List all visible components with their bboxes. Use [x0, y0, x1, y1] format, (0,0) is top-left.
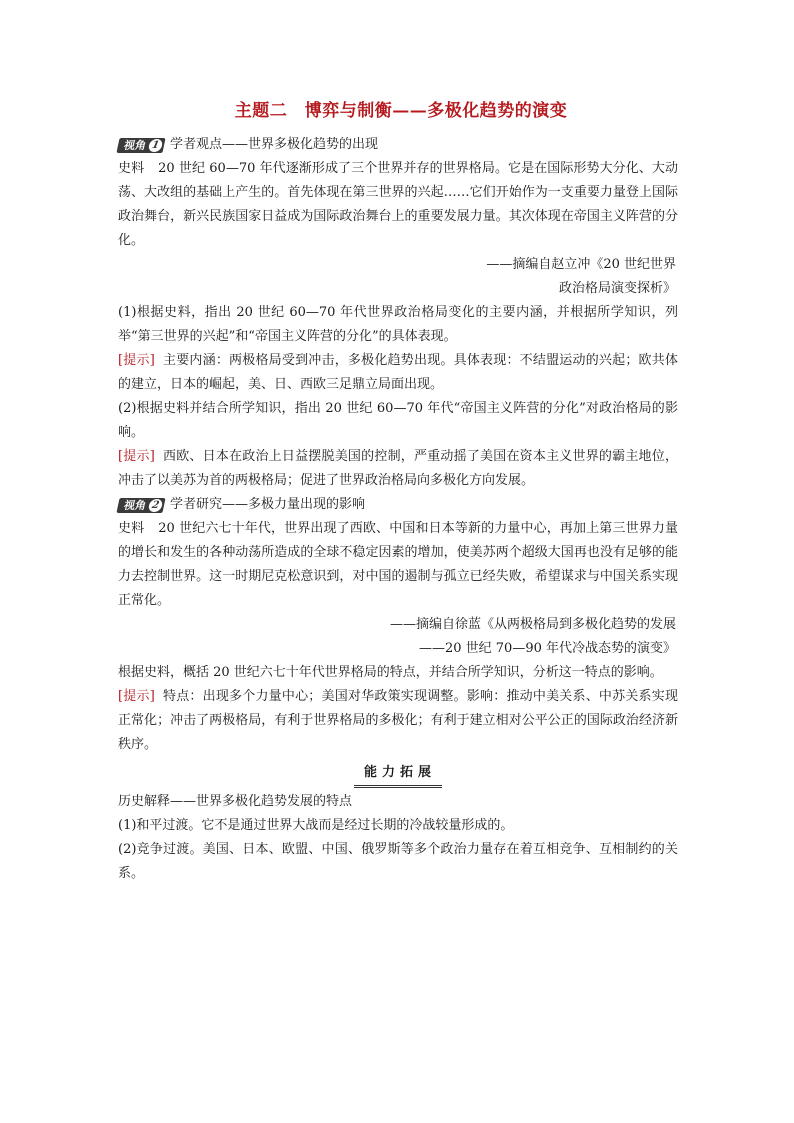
angle2-heading: 学者研究——多极力量出现的影响 [170, 497, 366, 512]
angle1-question2: (2)根据史料并结合所学知识，指出 20 世纪 60—70 年代“帝国主义阵营的分化”对政治格局的影响。 [118, 401, 678, 440]
angle2-material [118, 517, 678, 613]
angle2-badge [116, 498, 165, 513]
angle1-material-label: 史料 [118, 161, 145, 176]
extension-intro: 历史解释——世界多极化趋势发展的特点 [118, 794, 353, 809]
angle1-answer2-text: 西欧、日本在政治上日益摆脱美国的控制，严重动摇了美国在资本主义世界的霸主地位，冲击了以美苏为首的两极格局；促进了世界政治格局向多极化方向发展。 [118, 449, 678, 488]
angle2-source-line1: ——摘编自徐蓝《从两极格局到多极化趋势的发展 [389, 617, 676, 632]
angle1-material [118, 157, 678, 253]
angle1-badge-text: 视角 [122, 138, 148, 151]
angle1-question1: (1)根据史料，指出 20 世纪 60—70 年代世界政治格局变化的主要内涵，并根据所学知识，列举“第三世界的兴起”和“帝国主义阵营的分化”的具体表现。 [118, 305, 678, 344]
angle1-badge [116, 138, 165, 153]
extension-item2: (2)竞争过渡。美国、日本、欧盟、中国、俄罗斯等多个政治力量存在着互相竞争、互相制约的关系。 [118, 842, 678, 881]
angle1-answer1-text: 主要内涵：两极格局受到冲击，多极化趋势出现。具体表现：不结盟运动的兴起；欧共体的建立，日本的崛起，美、日、西欧三足鼎立局面出现。 [118, 353, 678, 392]
angle1-badge-number: 1 [148, 139, 164, 152]
extension-item1: (1)和平过渡。它不是通过世界大战而是经过长期的冷战较量形成的。 [118, 818, 514, 833]
document-page [118, 96, 678, 886]
angle2-badge-text: 视角 [122, 498, 148, 511]
angle2-answer [118, 685, 678, 757]
page-title: 主题二 博弈与制衡——多极化趋势的演变 [234, 101, 568, 121]
angle1-heading: 学者观点——世界多极化趋势的出现 [170, 137, 379, 152]
angle2-material-text: 20 世纪六七十年代，世界出现了西欧、中国和日本等新的力量中心，再加上第三世界力量的增长和发生的各种动荡所造成的全球不稳定因素的增加，使美苏两个超级大国再也没有足够的能力去控制世界。这一时期尼克松意识到，对中国的遏制与孤立已经失败，希望谋求与中国关系实现正常化。 [118, 521, 678, 608]
angle1-material-text: 20 世纪 60—70 年代逐渐形成了三个世界并存的世界格局。它是在国际形势大分化、大动荡、大改组的基础上产生的。首先体现在第三世界的兴起……它们开始作为一支重要力量登上国际政治舞台，新兴民族国家日益成为国际政治舞台上的重要发展力量。其次体现在帝国主义阵营的分化。 [118, 161, 678, 248]
angle1-answer1 [118, 349, 678, 397]
angle2-material-label: 史料 [118, 521, 145, 536]
hint-label: [提示] [118, 689, 155, 704]
hint-label: [提示] [118, 353, 155, 368]
angle1-source-line2: 政治格局演变探析》 [558, 281, 676, 296]
extension-heading-wrap [118, 761, 678, 788]
angle1-answer2 [118, 445, 678, 493]
extension-heading: 能力拓展 [354, 763, 442, 788]
angle2-answer-text: 特点：出现多个力量中心；美国对华政策实现调整。影响：推动中美关系、中苏关系实现正常化；冲击了两极格局，有利于世界格局的多极化；有利于建立相对公平公正的国际政治经济新秩序。 [118, 689, 678, 752]
angle1-header [118, 133, 678, 157]
hint-label: [提示] [118, 449, 155, 464]
angle2-source-line2: ——20 世纪 70—90 年代冷战态势的演变》 [418, 641, 676, 656]
angle2-badge-number: 2 [148, 499, 164, 512]
angle1-source-line1: ——摘编自赵立冲《20 世纪世界 [486, 257, 676, 272]
angle2-question: 根据史料，概括 20 世纪六七十年代世界格局的特点，并结合所学知识，分析这一特点的影响。 [118, 665, 663, 680]
angle2-header [118, 493, 678, 517]
